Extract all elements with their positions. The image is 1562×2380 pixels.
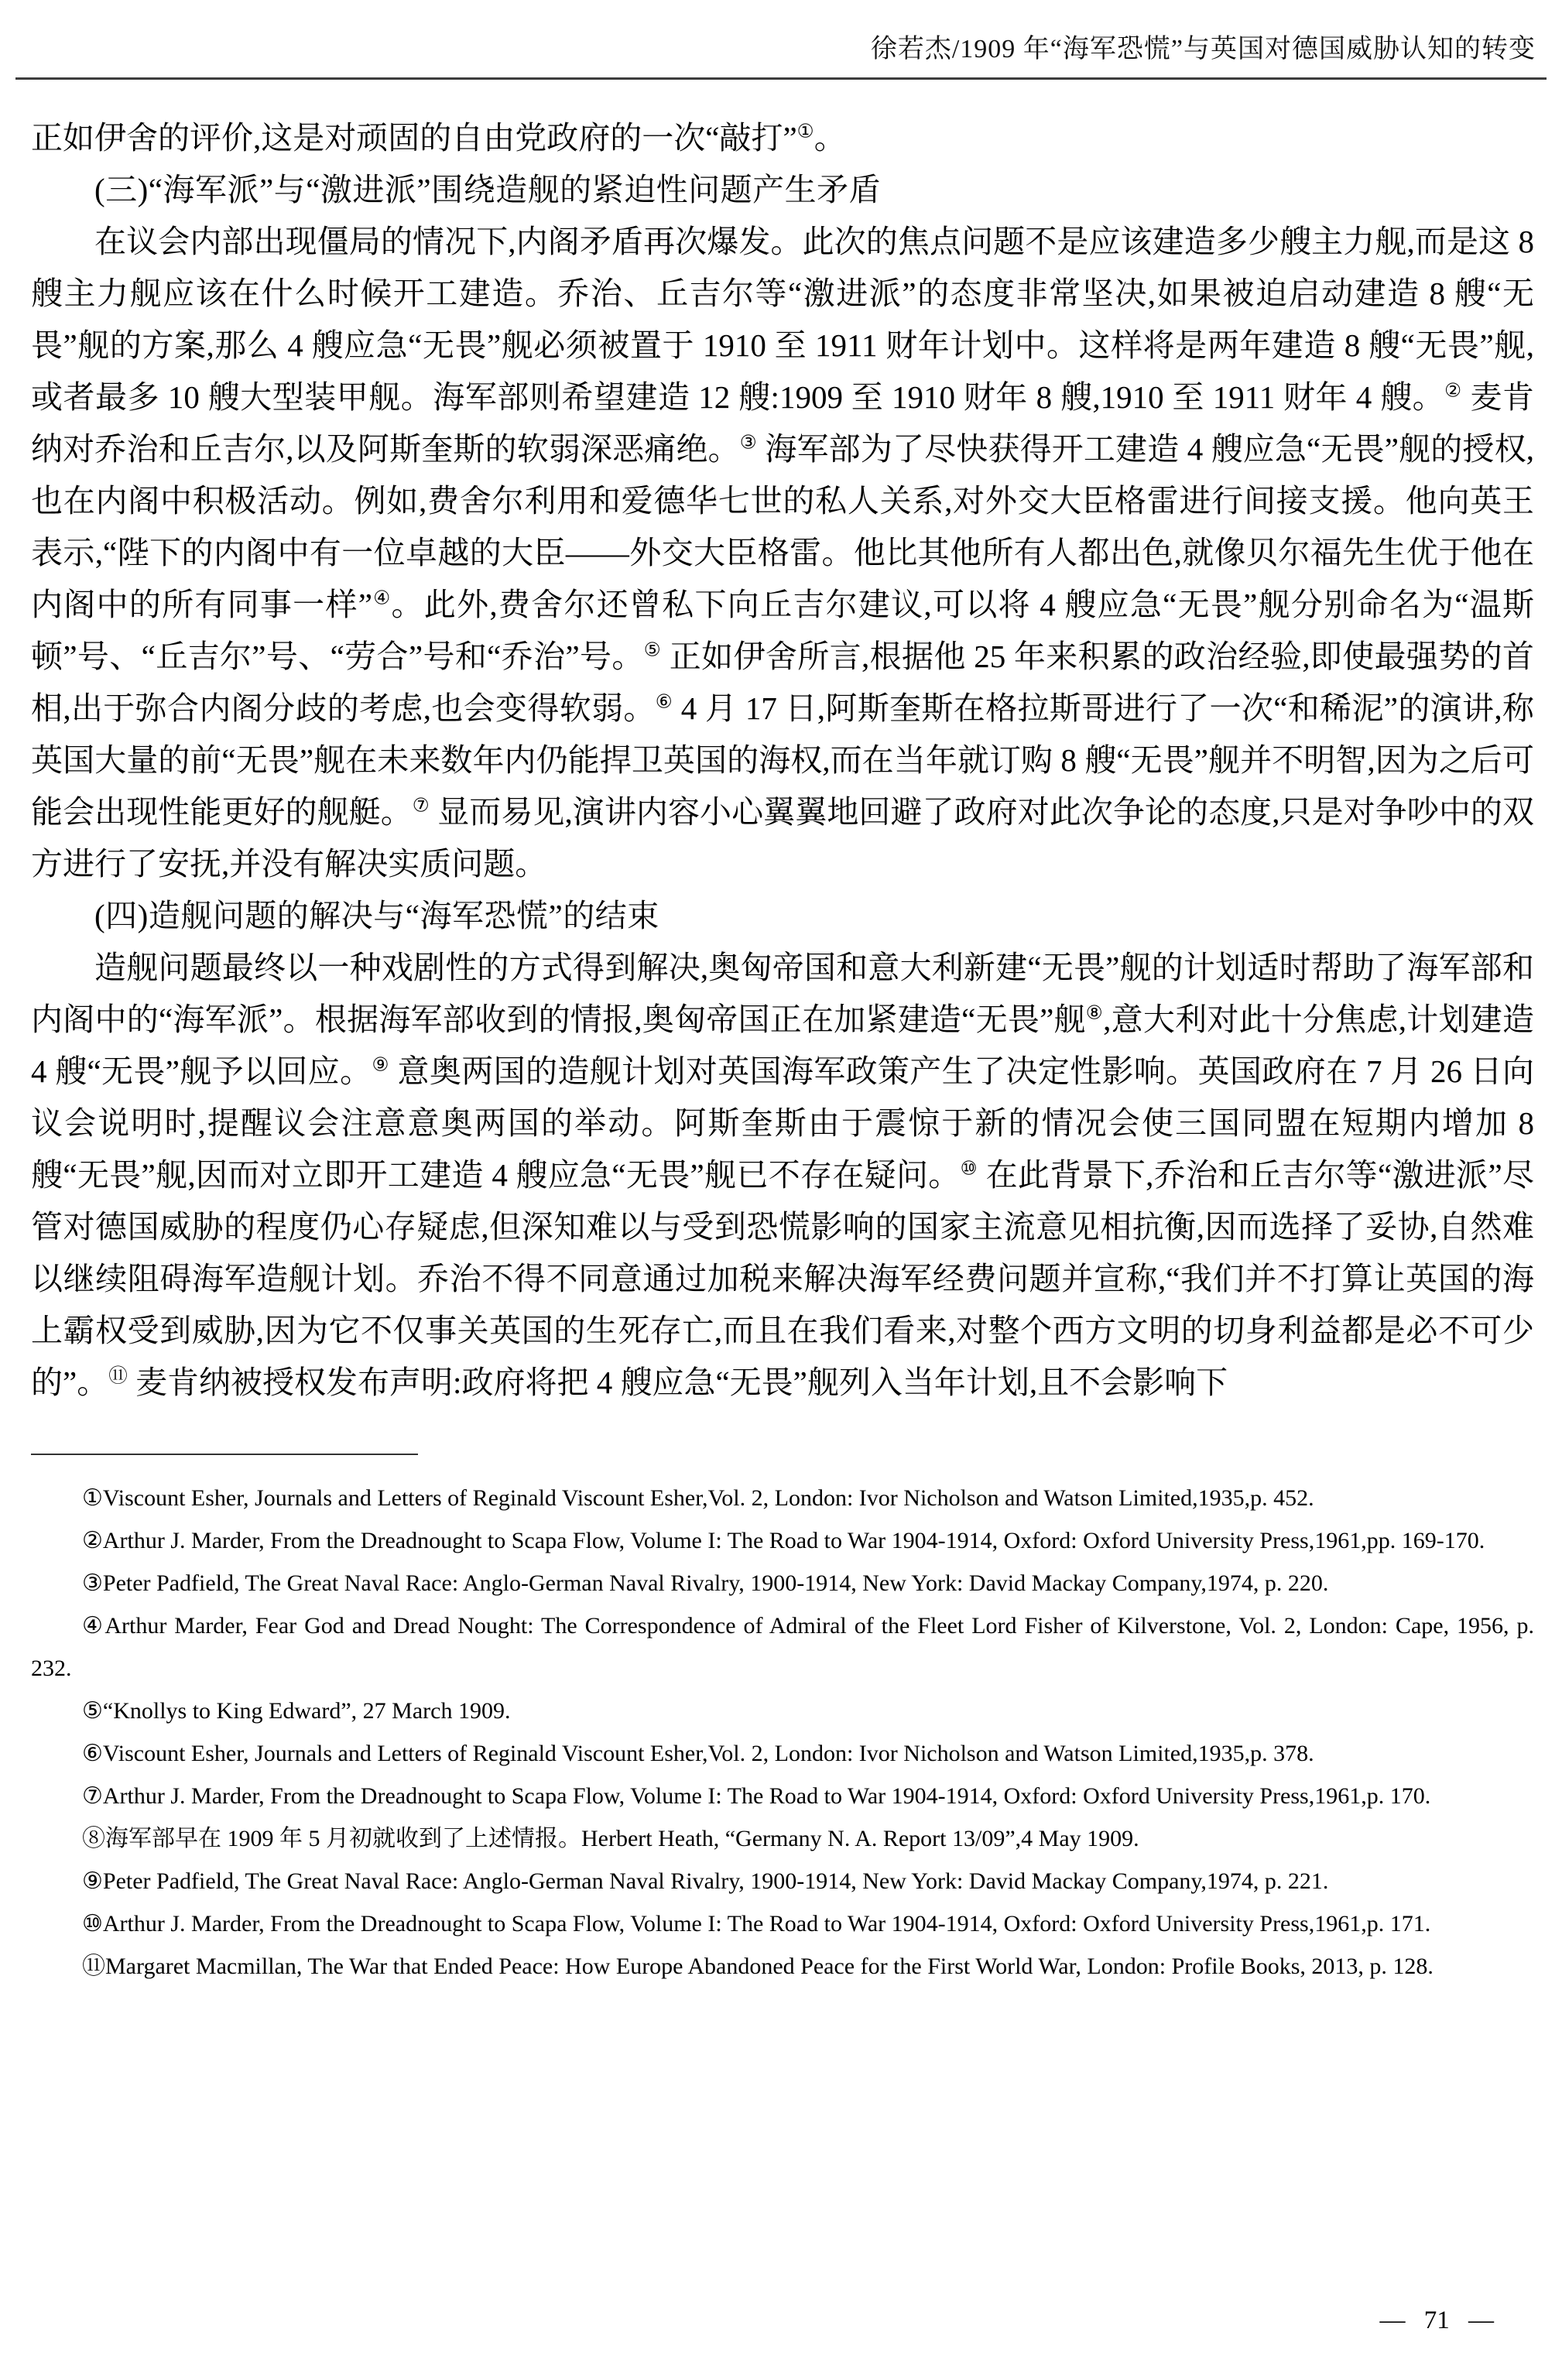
paragraph-continuation: 正如伊舍的评价,这是对顽固的自由党政府的一次“敲打”①。 [31, 120, 846, 156]
footnote-item: ⑤“Knollys to King Edward”, 27 March 1909. [82, 1698, 511, 1724]
page-number: — 71 — [1379, 2306, 1494, 2334]
footnote-item: ⑪Margaret Macmillan, The War that Ended Peace: How Europe Abandoned Peace for the First World War, London: Profile Books, 2013, p. 128. [82, 1954, 1434, 1979]
footnote-item: ②Arthur J. Marder, From the Dreadnought to Scapa Flow, Volume I: The Road to War 1904-1914, Oxford: Oxford University Press,1961,pp. 169-170. [82, 1528, 1485, 1553]
footnote-item: ⑨Peter Padfield, The Great Naval Race: Anglo-German Naval Rivalry, 1900-1914, New York: David Mackay Company,1974, p. 221. [82, 1868, 1329, 1894]
paragraph: 造舰问题最终以一种戏剧性的方式得到解决,奥匈帝国和意大利新建“无畏”舰的计划适时帮助了海军部和内阁中的“海军派”。根据海军部收到的情报,奥匈帝国正在加紧建造“无畏”舰⑧,意大利对此十分焦虑,计划建造 4 艘“无畏”舰予以回应。⑨ 意奥两国的造舰计划对英国海军政策产生了决定性影响。英国政府在 7 月 26 日向议会说明时,提醒议会注意意奥两国的举动。阿斯奎斯由于震惊于新的情况会使三国同盟在短期内增加 8 艘“无畏”舰,因而对立即开工建造 4 艘应急“无畏”舰已不存在疑问。⑩ 在此背景下,乔治和丘吉尔等“激进派”尽管对德国威胁的程度仍心存疑虑,但深知难以与受到恐慌影响的国家主流意见相抗衡,因而选择了妥协,自然难以继续阻碍海军造舰计划。乔治不得不同意通过加税来解决海军经费问题并宣称,“我们并不打算让英国的海上霸权受到威胁,因为它不仅事关英国的生死存亡,而且在我们看来,对整个西方文明的切身利益都是必不可少的”。⑪ 麦肯纳被授权发布声明:政府将把 4 艘应急“无畏”舰列入当年计划,且不会影响下 [31, 950, 1534, 1400]
footnote-item: ⑧海军部早在 1909 年 5 月初就收到了上述情报。Herbert Heath, “Germany N. A. Report 13/09”,4 May 1909. [82, 1826, 1139, 1851]
footnote-item: ①Viscount Esher, Journals and Letters of Reginald Viscount Esher,Vol. 2, London: Ivor Nicholson and Watson Limited,1935,p. 452. [82, 1485, 1314, 1511]
section-heading-4: (四)造舰问题的解决与“海军恐慌”的结束 [94, 898, 659, 933]
footnote-item: ④Arthur Marder, Fear God and Dread Nought: The Correspondence of Admiral of the Fleet Lord Fisher of Kilverstone, Vol. 2, London: Cape, 1956, p. 232. [31, 1613, 1534, 1681]
header-divider [15, 77, 1547, 80]
paragraph: 在议会内部出现僵局的情况下,内阁矛盾再次爆发。此次的焦点问题不是应该建造多少艘主力舰,而是这 8 艘主力舰应该在什么时候开工建造。乔治、丘吉尔等“激进派”的态度非常坚决,如果被迫启动建造 8 艘“无畏”舰的方案,那么 4 艘应急“无畏”舰必须被置于 1910 至 1911 财年计划中。这样将是两年建造 8 艘“无畏”舰,或者最多 10 艘大型装甲舰。海军部则希望建造 12 艘:1909 至 1910 财年 8 艘,1910 至 1911 财年 4 艘。② 麦肯纳对乔治和丘吉尔,以及阿斯奎斯的软弱深恶痛绝。③ 海军部为了尽快获得开工建造 4 艘应急“无畏”舰的授权,也在内阁中积极活动。例如,费舍尔利用和爱德华七世的私人关系,对外交大臣格雷进行间接支援。他向英王表示,“陛下的内阁中有一位卓越的大臣——外交大臣格雷。他比其他所有人都出色,就像贝尔福先生优于他在内阁中的所有同事一样”④。此外,费舍尔还曾私下向丘吉尔建议,可以将 4 艘应急“无畏”舰分别命名为“温斯顿”号、“丘吉尔”号、“劳合”号和“乔治”号。⑤ 正如伊舍所言,根据他 25 年来积累的政治经验,即使最强势的首相,出于弥合内阁分歧的考虑,也会变得软弱。⑥ 4 月 17 日,阿斯奎斯在格拉斯哥进行了一次“和稀泥”的演讲,称英国大量的前“无畏”舰在未来数年内仍能捍卫英国的海权,而在当年就订购 8 艘“无畏”舰并不明智,因为之后可能会出现性能更好的舰艇。⑦ 显而易见,演讲内容小心翼翼地回避了政府对此次争论的态度,只是对争吵中的双方进行了安抚,并没有解决实质问题。 [31, 224, 1534, 882]
footnotes [31, 1477, 1534, 1988]
footnote-item: ⑥Viscount Esher, Journals and Letters of Reginald Viscount Esher,Vol. 2, London: Ivor Nicholson and Watson Limited,1935,p. 378. [82, 1741, 1314, 1766]
body-text [31, 112, 1534, 1409]
footnote-item: ⑩Arthur J. Marder, From the Dreadnought to Scapa Flow, Volume I: The Road to War 1904-1914, Oxford: Oxford University Press,1961,p. 171. [82, 1911, 1431, 1937]
footnote-divider [31, 1454, 418, 1455]
running-head: 徐若杰/1909 年“海军恐慌”与英国对德国威胁认知的转变 [870, 35, 1536, 63]
footnote-item: ③Peter Padfield, The Great Naval Race: Anglo-German Naval Rivalry, 1900-1914, New York: David Mackay Company,1974, p. 220. [82, 1570, 1329, 1596]
section-heading-3: (三)“海军派”与“激进派”围绕造舰的紧迫性问题产生矛盾 [94, 172, 882, 207]
footnote-item: ⑦Arthur J. Marder, From the Dreadnought to Scapa Flow, Volume I: The Road to War 1904-1914, Oxford: Oxford University Press,1961,p. 170. [82, 1783, 1431, 1809]
